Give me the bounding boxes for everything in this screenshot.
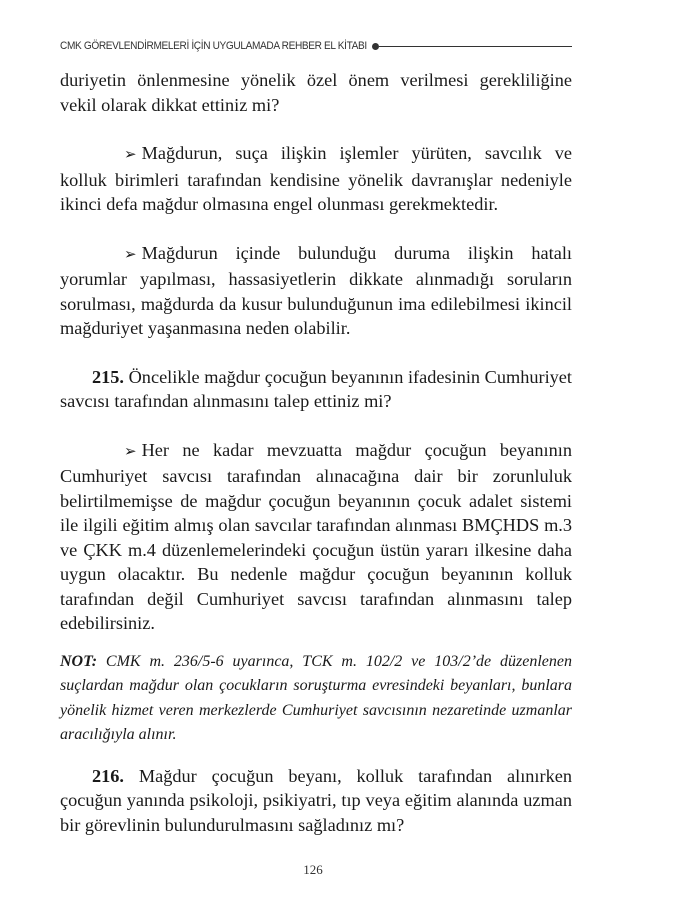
bullet-text-1: Mağdurun, suça ilişkin işlemler yürüten, savcılık ve kolluk birimleri tarafından kendisine yönelik davranışlar nedeniyle ikinci defa mağdur olmasına engel olunması gerekmektedir.: [60, 143, 572, 214]
arrow-bullet-icon: ➢: [124, 246, 137, 263]
bullet-paragraph-1: [60, 141, 572, 217]
page-body: [60, 68, 572, 837]
bullet-text-3: Her ne kadar mevzuatta mağdur çocuğun beyanının Cumhuriyet savcısı tarafından alınacağına dair bir zorunluluk belirtilmemişse de mağdur çocuğun beyanının çocuk adalet sistemi ile ilgili eğitim almış olan savcılar tarafından alınması BMÇHDS m.3 ve ÇKK m.4 düzenlemelerindeki çocuğun üstün yararı ilkesine daha uygun olacaktır. Bu nedenle mağdur çocuğun beyanının kolluk tarafından değil Cumhuriyet savcısı tarafından alınmasını talep edebilirsiniz.: [60, 439, 572, 633]
question-text-216: Mağdur çocuğun beyanı, kolluk tarafından alınırken çocuğun yanında psikoloji, psikiyatri, tıp veya eğitim alanında uzman bir görevlinin bulundurulmasını sağladınız mı?: [60, 765, 572, 835]
page-number: 126: [303, 862, 323, 877]
running-header: [60, 37, 572, 55]
question-216: [60, 764, 572, 838]
arrow-bullet-icon: ➢: [124, 443, 137, 460]
bullet-paragraph-2: [60, 241, 572, 341]
header-title: CMK GÖREVLENDİRMELERİ İÇİN UYGULAMADA REHBER EL KİTABI: [60, 40, 367, 52]
header-rule: [379, 46, 572, 47]
question-215: [60, 365, 572, 414]
question-number-215: 215.: [92, 366, 124, 387]
bullet-text-2: Mağdurun içinde bulunduğu duruma ilişkin hatalı yorumlar yapılması, hassasiyetlerin dikkate alınmadığı soruların sorulması, mağdurda da kusur bulunduğunun ima edilebilmesi ikincil mağduriyet yaşanmasına neden olabilir.: [60, 242, 572, 338]
paragraph-continuation: duriyetin önlenmesine yönelik özel önem verilmesi gerekliliğine vekil olarak dikkat ettiniz mi?: [60, 70, 572, 115]
note-block: [60, 650, 572, 748]
note-text: CMK m. 236/5-6 uyarınca, TCK m. 102/2 ve 103/2’de düzenlenen suçlardan mağdur olan çocukların soruşturma evresindeki beyanları, bunlara yönelik hizmet veren merkezlerde Cumhuriyet savcısının nezaretinde uzmanlar aracılığıyla alınır.: [60, 652, 572, 743]
bullet-paragraph-3: [60, 438, 572, 636]
note-label: NOT:: [60, 652, 98, 670]
question-number-216: 216.: [92, 765, 124, 786]
arrow-bullet-icon: ➢: [124, 147, 137, 163]
header-dot-icon: [372, 43, 379, 50]
question-text-215: Öncelikle mağdur çocuğun beyanının ifadesinin Cumhuriyet savcısı tarafından alınmasını talep ettiniz mi?: [60, 366, 572, 411]
